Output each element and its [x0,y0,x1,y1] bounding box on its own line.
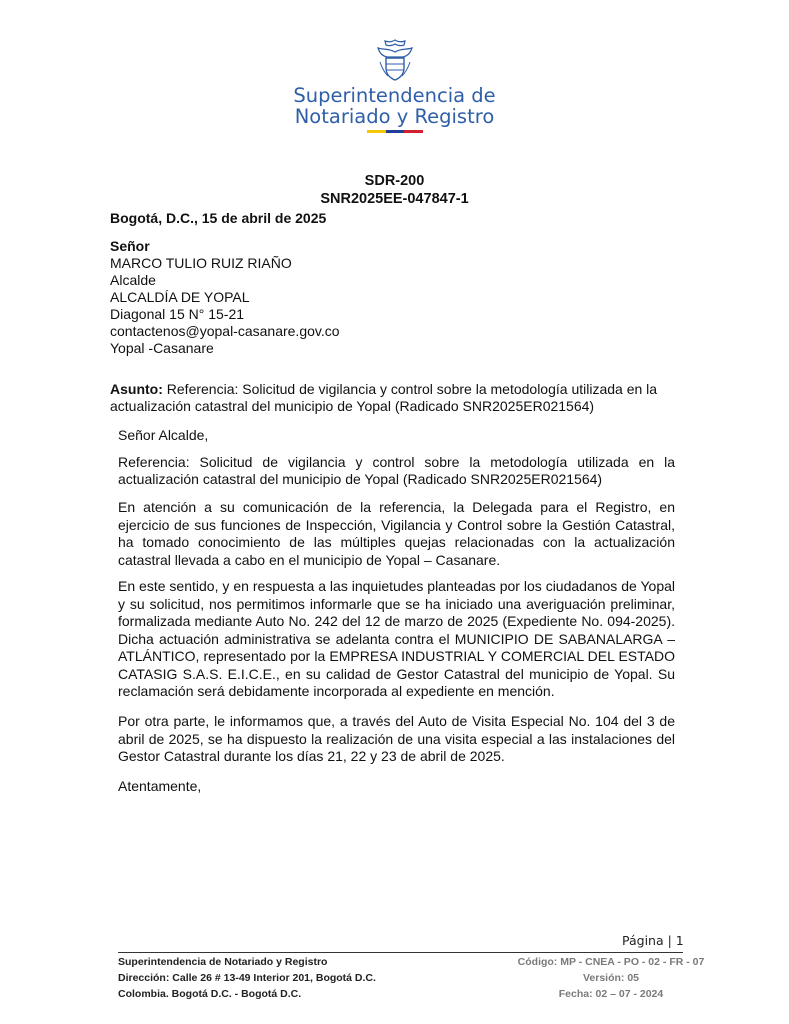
recipient-salutation: Señor [110,238,150,254]
subject-line1 [110,381,657,399]
footer-divider [118,952,683,953]
recipient-city: Yopal -Casanare [110,340,214,356]
date-line: Bogotá, D.C., 15 de abril de 2025 [110,210,327,226]
recipient-email: contactenos@yopal-casanare.gov.co [110,323,340,339]
brand-name-line1: Superintendencia de [293,84,496,107]
footer-address-label: Dirección: [118,972,170,984]
subject-text-1: Referencia: Solicitud de vigilancia y control sobre la metodología utilizada en la [162,381,658,397]
subject-line2: actualización catastral del municipio de Yopal (Radicado SNR2025ER021564) [110,398,595,414]
flag-color-bar [367,130,423,133]
recipient-address: Diagonal 15 N° 15-21 [110,306,245,322]
footer-address-value: Calle 26 # 13-49 Interior 201, Bogotá D.C. [169,972,376,984]
recipient-name: MARCO TULIO RUIZ RIAÑO [110,255,292,271]
footer-city: Colombia. Bogotá D.C. - Bogotá D.C. [118,988,302,1000]
greeting: Señor Alcalde, [118,427,209,443]
filing-number: SNR2025EE-047847-1 [320,191,469,207]
footer-date: Fecha: 02 – 07 - 2024 [558,988,664,1000]
footer-doc-code: Código: MP - CNEA - PO - 02 - FR - 07 [517,956,705,968]
closing: Atentamente, [118,778,202,794]
recipient-entity: ALCALDÍA DE YOPAL [110,289,250,305]
coat-of-arms-icon [374,38,416,82]
page-number: Página | 1 [622,933,684,948]
subject-label: Asunto: [110,381,163,397]
paragraph-3: Por otra parte, le informamos que, a través del Auto de Visita Especial No. 104 del 3 de abril de 2025, se ha dispuesto la realización de una visita especial a las instalaciones del Gestor Catastral durante los días 21, 22 y 23 de abril de 2025. [118,713,675,764]
footer-org: Superintendencia de Notariado y Registro [118,956,328,968]
reference-line1: Referencia: Solicitud de vigilancia y control sobre la metodología utilizada en la [118,454,675,470]
footer-address [118,972,376,984]
recipient-position: Alcalde [110,272,156,288]
brand-name-line2: Notariado y Registro [294,105,495,128]
document-code: SDR-200 [364,173,425,189]
footer-version: Versión: 05 [582,972,640,984]
reference-line2: actualización catastral del municipio de Yopal (Radicado SNR2025ER021564) [118,471,603,487]
paragraph-1: En atención a su comunicación de la referencia, la Delegada para el Registro, en ejercicio de sus funciones de Inspección, Vigilancia y Control sobre la Gestión Catastral, ha tomado conocimiento de las múltiples quejas relacionadas con la actualización catastral llevada a cabo en el municipio de Yopal – Casanare. [118,499,675,568]
paragraph-2: En este sentido, y en respuesta a las inquietudes planteadas por los ciudadanos de Yopal y su solicitud, nos permitimos informarle que se ha iniciado una averiguación preliminar, formalizada mediante Auto No. 242 del 12 de marzo de 2025 (Expediente No. 094-2025). Dicha actuación administrativa se adelanta contra el MUNICIPIO DE SABANALARGA – ATLÁNTICO, representado por la EMPRESA INDUSTRIAL Y COMERCIAL DEL ESTADO CATASIG S.A.S. E.I.C.E., en su calidad de Gestor Catastral del municipio de Yopal. Su reclamación será debidamente incorporada al expediente en mención. [118,578,675,699]
